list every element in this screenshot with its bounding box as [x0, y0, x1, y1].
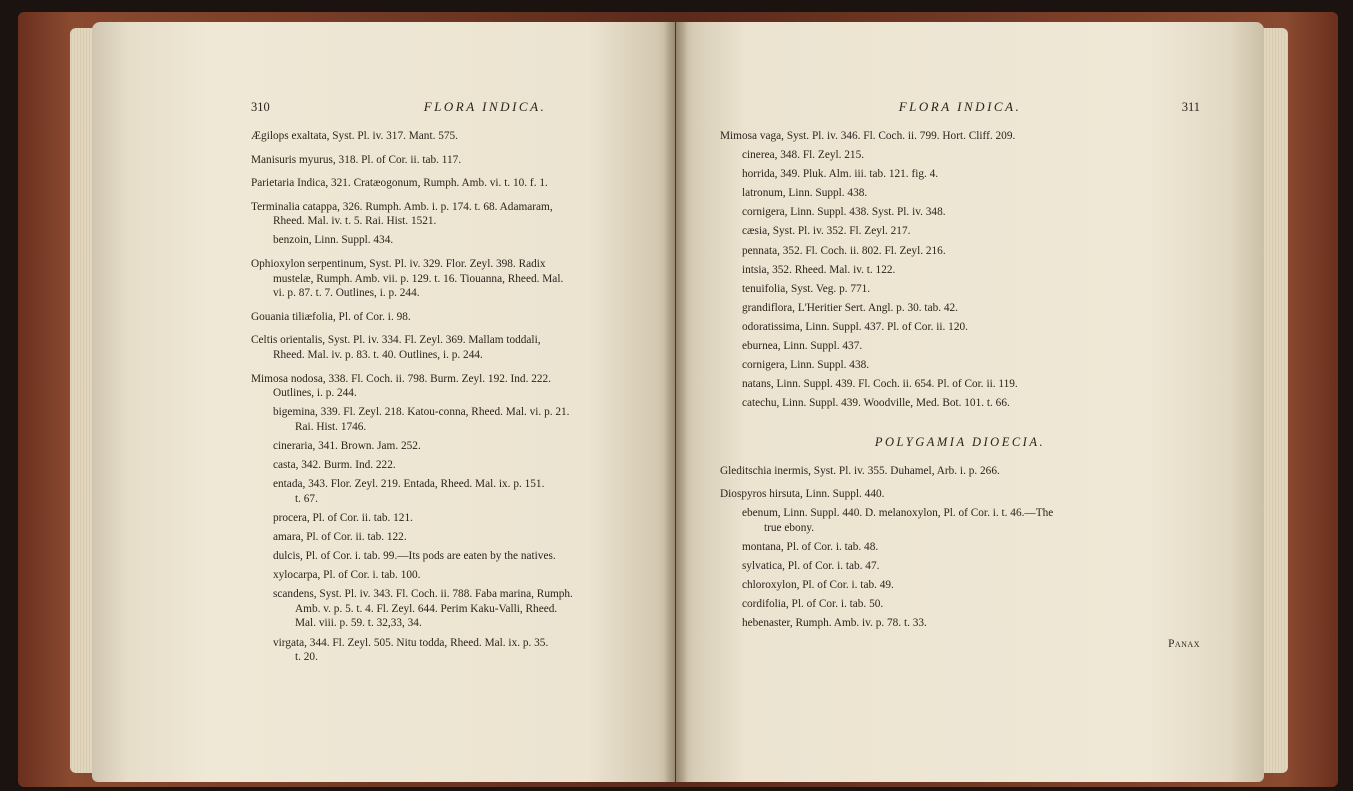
- sub-entry: [720, 263, 1200, 278]
- entry-line: cornigera, Linn. Suppl. 438. Syst. Pl. iv. 348.: [742, 206, 946, 219]
- entry-line: Ægilops exaltata, Syst. Pl. iv. 317. Mant. 575.: [251, 130, 459, 142]
- entry-line: virgata, 344. Fl. Zeyl. 505. Nitu todda, Rheed. Mal. ix. p. 35.: [273, 636, 549, 649]
- sub-entry: [720, 506, 1200, 535]
- left-running-head: [251, 100, 719, 120]
- entry-line: Rheed. Mal. iv. p. 83. t. 40. Outlines, i. p. 244.: [273, 349, 483, 362]
- entry-line: hebenaster, Rumph. Amb. iv. p. 78. t. 33.: [742, 617, 927, 630]
- sub-entry: [720, 377, 1200, 392]
- entry-line: Ophioxylon serpentinum, Syst. Pl. iv. 329. Flor. Zeyl. 398. Radix: [251, 258, 546, 271]
- catchword: [251, 671, 719, 686]
- entry-line: Gleditschia inermis, Syst. Pl. iv. 355. Duhamel, Arb. i. p. 266.: [720, 464, 1000, 477]
- entry-line: t. 67.: [295, 492, 318, 505]
- genus-entry: [251, 333, 719, 362]
- entry-line: Gouania tiliæfolia, Pl. of Cor. i. 98.: [251, 310, 411, 323]
- entry-line: Parietaria Indica, 321. Cratæogonum, Rumph. Amb. vi. t. 10. f. 1.: [251, 177, 548, 190]
- sub-entry: [720, 301, 1200, 316]
- genus-entry: [251, 200, 719, 229]
- sub-entry: [720, 597, 1200, 612]
- entry-line: Rai. Hist. 1746.: [295, 420, 367, 433]
- entry-line: Mimosa vaga, Syst. Pl. iv. 346. Fl. Coch. ii. 799. Hort. Cliff. 209.: [720, 130, 1016, 142]
- entry-line: vi. p. 87. t. 7. Outlines, i. p. 244.: [273, 287, 420, 300]
- entry-line: horrida, 349. Pluk. Alm. iii. tab. 121. fig. 4.: [742, 168, 939, 181]
- entry-line: cordifolia, Pl. of Cor. i. tab. 50.: [742, 598, 884, 611]
- entry-line: scandens, Syst. Pl. iv. 343. Fl. Coch. ii. 788. Faba marina, Rumph.: [273, 588, 573, 601]
- sub-entry: [720, 339, 1200, 354]
- entry-line: mustelæ, Rumph. Amb. vii. p. 129. t. 16. Tiouanna, Rheed. Mal.: [273, 272, 564, 285]
- sub-entry: [720, 358, 1200, 373]
- sub-entry: [720, 244, 1200, 259]
- entry-line: amara, Pl. of Cor. ii. tab. 122.: [273, 530, 407, 543]
- entry-line: t. 20.: [295, 651, 318, 664]
- entry-line: Mal. viii. p. 59. t. 32,33, 34.: [295, 617, 422, 630]
- entry-line: xylocarpa, Pl. of Cor. i. tab. 100.: [273, 569, 421, 582]
- entry-line: sylvatica, Pl. of Cor. i. tab. 47.: [742, 559, 880, 572]
- entry-line: dulcis, Pl. of Cor. i. tab. 99.—Its pods are eaten by the natives.: [273, 550, 556, 563]
- page-number: 310: [251, 100, 270, 114]
- right-running-head: [720, 100, 1200, 120]
- entry-line: Celtis orientalis, Syst. Pl. iv. 334. Fl. Zeyl. 369. Mallam toddali,: [251, 334, 541, 347]
- sub-entry: [720, 578, 1200, 593]
- sub-entry: [720, 224, 1200, 239]
- sub-entry: [720, 167, 1200, 182]
- entry-line: pennata, 352. Fl. Coch. ii. 802. Fl. Zeyl. 216.: [742, 244, 946, 257]
- catchword: Panax: [1168, 637, 1200, 650]
- entry-line: entada, 343. Flor. Zeyl. 219. Entada, Rheed. Mal. ix. p. 151.: [273, 478, 545, 491]
- sub-entry: [251, 511, 719, 526]
- entry-line: procera, Pl. of Cor. ii. tab. 121.: [273, 511, 413, 524]
- entry-line: Terminalia catappa, 326. Rumph. Amb. i. p. 174. t. 68. Adamaram,: [251, 200, 553, 213]
- entry-line: cineraria, 341. Brown. Jam. 252.: [273, 440, 421, 452]
- entry-line: true ebony.: [764, 521, 815, 534]
- sub-entry: [251, 549, 719, 564]
- entry-line: cornigera, Linn. Suppl. 438.: [742, 359, 870, 372]
- sub-entry: [251, 405, 719, 434]
- running-title: FLORA INDICA.: [423, 99, 547, 114]
- entry-line: ebenum, Linn. Suppl. 440. D. melanoxylon, Pl. of Cor. i. t. 46.—The: [742, 507, 1054, 520]
- sub-entry: [720, 282, 1200, 297]
- entry-line: tenuifolia, Syst. Veg. p. 771.: [742, 282, 871, 295]
- right-entry-list-2: [720, 464, 1200, 631]
- entry-line: eburnea, Linn. Suppl. 437.: [742, 340, 863, 353]
- left-page-text: [251, 100, 719, 685]
- entry-line: intsia, 352. Rheed. Mal. iv. t. 122.: [742, 263, 896, 276]
- genus-entry: [251, 129, 719, 144]
- sub-entry: [720, 616, 1200, 631]
- sub-entry: [251, 233, 719, 248]
- left-entry-list: [251, 129, 719, 665]
- left-page: [92, 22, 675, 782]
- sub-entry: [720, 148, 1200, 163]
- page-number: 311: [1181, 100, 1200, 114]
- entry-line: catechu, Linn. Suppl. 439. Woodville, Med. Bot. 101. t. 66.: [742, 397, 1010, 410]
- book-gutter: [664, 22, 688, 782]
- section-heading: POLYGAMIA DIOECIA.: [874, 434, 1046, 449]
- entry-line: Mimosa nodosa, 338. Fl. Coch. ii. 798. Burm. Zeyl. 192. Ind. 222.: [251, 372, 551, 385]
- entry-line: latronum, Linn. Suppl. 438.: [742, 187, 868, 200]
- entry-line: montana, Pl. of Cor. i. tab. 48.: [742, 540, 879, 553]
- entry-line: chloroxylon, Pl. of Cor. i. tab. 49.: [742, 579, 894, 592]
- entry-line: Rheed. Mal. iv. t. 5. Rai. Hist. 1521.: [273, 215, 437, 228]
- genus-entry: [251, 176, 719, 191]
- entry-line: grandiflora, L'Heritier Sert. Angl. p. 30. tab. 42.: [742, 301, 958, 314]
- sub-entry: [720, 540, 1200, 555]
- genus-entry: [720, 129, 1200, 144]
- entry-line: Amb. v. p. 5. t. 4. Fl. Zeyl. 644. Perim Kaku-Valli, Rheed.: [295, 602, 558, 615]
- genus-entry: [251, 153, 719, 168]
- sub-entry: [720, 559, 1200, 574]
- right-entry-list: [720, 129, 1200, 411]
- entry-line: cinerea, 348. Fl. Zeyl. 215.: [742, 149, 865, 162]
- sub-entry: [720, 186, 1200, 201]
- genus-entry: [251, 372, 719, 401]
- sub-entry: [251, 477, 719, 506]
- right-page-text: [720, 100, 1200, 651]
- sub-entry: [251, 439, 719, 454]
- sub-entry: [251, 636, 719, 665]
- sub-entry: [251, 587, 719, 631]
- genus-entry: [251, 310, 719, 325]
- entry-line: cæsia, Syst. Pl. iv. 352. Fl. Zeyl. 217.: [742, 225, 911, 238]
- sub-entry: [720, 320, 1200, 335]
- entry-line: benzoin, Linn. Suppl. 434.: [273, 234, 394, 247]
- sub-entry: [251, 458, 719, 473]
- entry-line: Outlines, i. p. 244.: [273, 387, 357, 400]
- sub-entry: [251, 530, 719, 545]
- entry-line: natans, Linn. Suppl. 439. Fl. Coch. ii. 654. Pl. of Cor. ii. 119.: [742, 378, 1018, 391]
- genus-entry: [720, 487, 1200, 502]
- right-page-edges: [1262, 28, 1288, 773]
- entry-line: Manisuris myurus, 318. Pl. of Cor. ii. tab. 117.: [251, 153, 462, 166]
- entry-line: Diospyros hirsuta, Linn. Suppl. 440.: [720, 488, 885, 501]
- entry-line: odoratissima, Linn. Suppl. 437. Pl. of Cor. ii. 120.: [742, 320, 968, 333]
- right-page: [676, 22, 1264, 782]
- running-title: FLORA INDICA.: [898, 99, 1022, 114]
- genus-entry: [720, 464, 1200, 479]
- sub-entry: [720, 396, 1200, 411]
- sub-entry: [720, 205, 1200, 220]
- entry-line: casta, 342. Burm. Ind. 222.: [273, 459, 396, 472]
- sub-entry: [251, 568, 719, 583]
- genus-entry: [251, 257, 719, 301]
- entry-line: bigemina, 339. Fl. Zeyl. 218. Katou-conna, Rheed. Mal. vi. p. 21.: [273, 406, 570, 419]
